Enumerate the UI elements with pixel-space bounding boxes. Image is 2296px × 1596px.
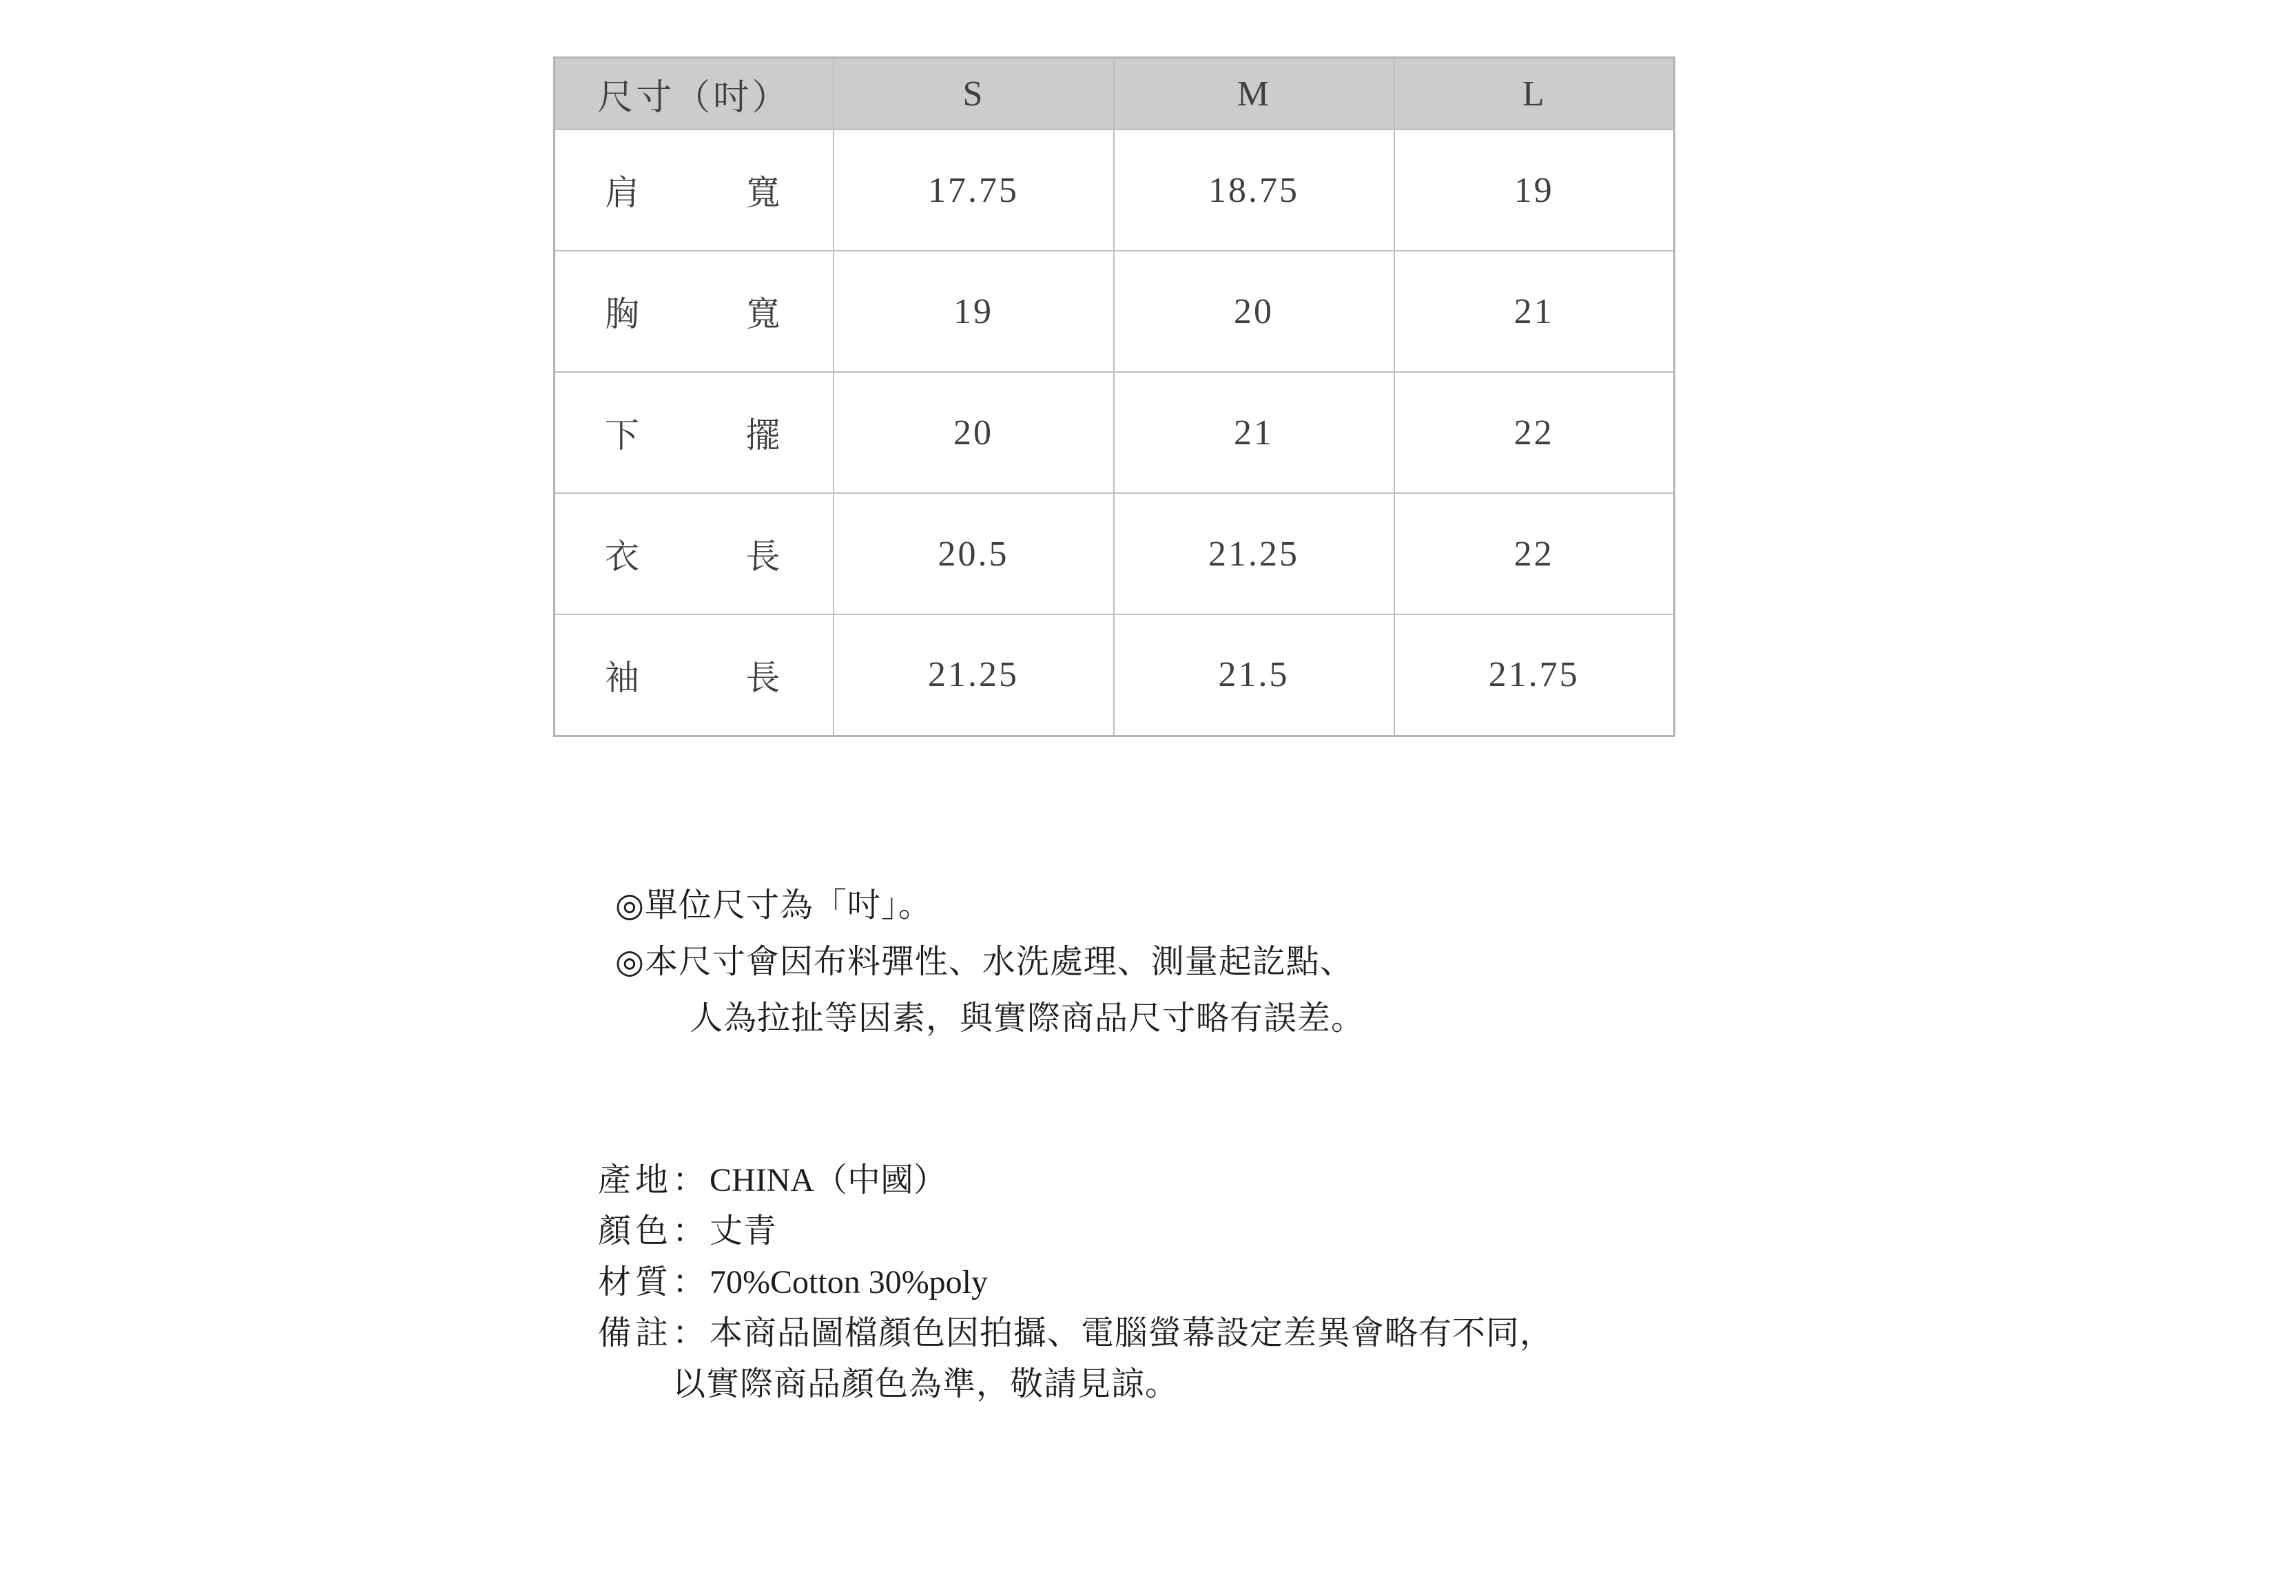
product-material-line — [598, 1266, 1553, 1299]
row-label-char-1: 胸 — [605, 295, 642, 333]
cell-garment-length-s: 20.5 — [834, 493, 1114, 614]
product-color-value: 丈青 — [710, 1213, 778, 1250]
row-label-char-2: 寬 — [745, 174, 783, 212]
size-chart-table — [553, 56, 1675, 737]
size-chart-container — [553, 56, 1675, 737]
product-material-label: 材質： — [598, 1264, 710, 1300]
cell-garment-length-l: 22 — [1394, 493, 1675, 614]
row-label-char-1: 肩 — [605, 174, 642, 212]
row-label-char-1: 下 — [605, 416, 642, 455]
product-remark-line-2: 以實際商品顏色為準，敬請見諒。 — [672, 1366, 1179, 1402]
column-header-size-l: L — [1394, 58, 1675, 130]
cell-shoulder-width-m: 18.75 — [1114, 129, 1394, 251]
cell-hem-width-s: 20 — [834, 372, 1114, 493]
table-header-row — [555, 58, 1675, 130]
table-row — [555, 493, 1675, 614]
cell-chest-width-s: 19 — [834, 251, 1114, 372]
product-material-value: 70%Cotton 30%poly — [710, 1264, 989, 1300]
column-header-size-s: S — [834, 58, 1114, 130]
product-color-line — [598, 1215, 1553, 1248]
row-label-hem-width — [555, 372, 834, 493]
cell-hem-width-m: 21 — [1114, 372, 1394, 493]
product-color-label: 顏色： — [598, 1213, 710, 1250]
cell-chest-width-m: 20 — [1114, 251, 1394, 372]
row-label-char-1: 衣 — [605, 537, 642, 576]
column-header-size-m: M — [1114, 58, 1394, 130]
cell-shoulder-width-s: 17.75 — [834, 129, 1114, 251]
table-row — [555, 251, 1675, 372]
product-origin-value: CHINA（中國） — [710, 1162, 947, 1199]
row-label-chest-width — [555, 251, 834, 372]
note-unit: ◎單位尺寸為「吋」。 — [615, 887, 932, 924]
cell-hem-width-l: 22 — [1394, 372, 1675, 493]
row-label-char-2: 擺 — [745, 416, 783, 455]
product-remark-label: 備註： — [598, 1315, 710, 1351]
cell-sleeve-length-s: 21.25 — [834, 614, 1114, 736]
product-remark-line-1 — [598, 1317, 1553, 1350]
cell-sleeve-length-m: 21.5 — [1114, 614, 1394, 736]
cell-chest-width-l: 21 — [1394, 251, 1675, 372]
product-origin-line — [598, 1164, 1553, 1197]
row-label-char-2: 長 — [745, 658, 783, 697]
row-label-garment-length — [555, 493, 834, 614]
row-label-shoulder-width — [555, 129, 834, 251]
cell-garment-length-m: 21.25 — [1114, 493, 1394, 614]
product-remark-value: 本商品圖檔顏色因拍攝、電腦螢幕設定差異會略有不同， — [710, 1315, 1554, 1351]
cell-shoulder-width-l: 19 — [1394, 129, 1675, 251]
product-origin-label: 產地： — [598, 1162, 710, 1199]
row-label-char-1: 袖 — [605, 658, 642, 697]
table-row — [555, 372, 1675, 493]
note-tolerance-line-2: 人為拉扯等因素，與實際商品尺寸略有誤差。 — [690, 999, 1365, 1037]
row-label-char-2: 寬 — [745, 295, 783, 333]
row-label-sleeve-length — [555, 614, 834, 736]
product-info-block — [598, 1164, 1553, 1419]
cell-sleeve-length-l: 21.75 — [1394, 614, 1675, 736]
table-row — [555, 129, 1675, 251]
row-label-char-2: 長 — [745, 537, 783, 576]
column-header-measurement: 尺寸（吋） — [555, 58, 834, 130]
note-tolerance-line-1: ◎本尺寸會因布料彈性、水洗處理、測量起訖點、 — [615, 943, 1354, 980]
table-row — [555, 614, 1675, 736]
measurement-notes — [615, 887, 1365, 1056]
